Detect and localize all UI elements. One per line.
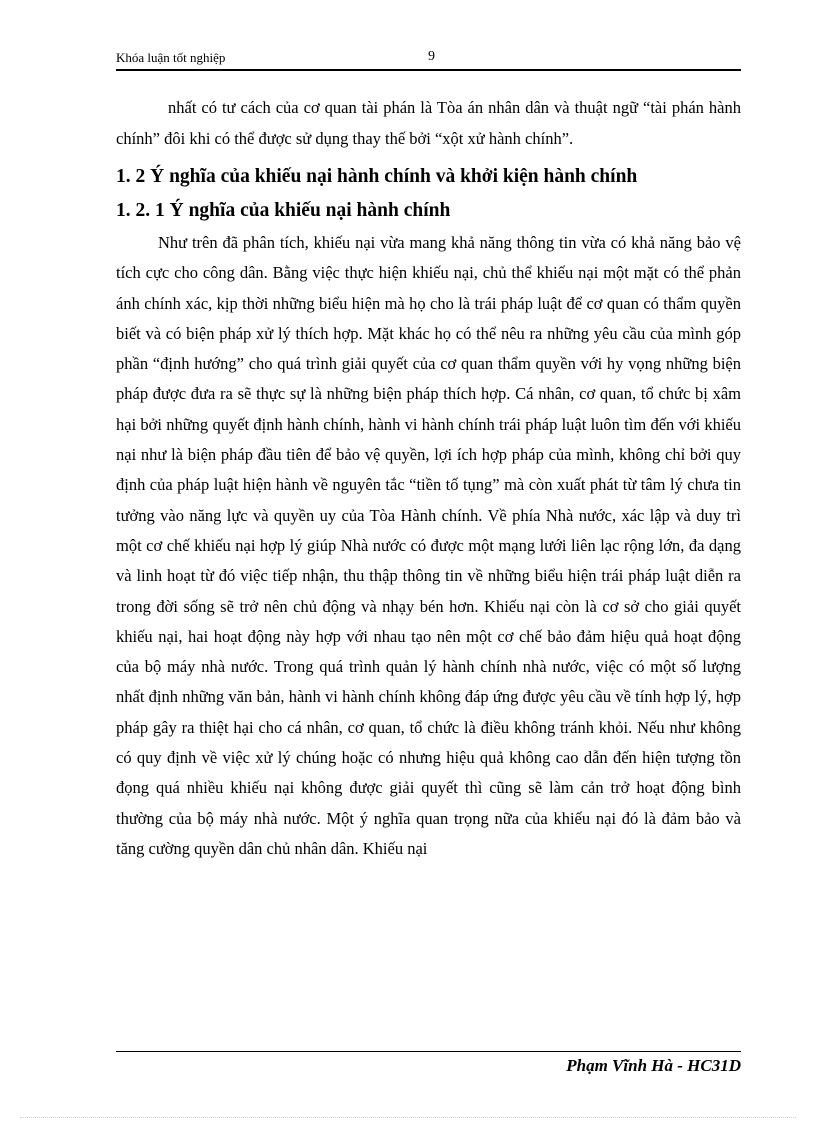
footer-author: Phạm Vĩnh Hà - HC31D (566, 1056, 741, 1075)
page-footer (116, 1051, 741, 1080)
page-edge-divider (20, 1117, 796, 1118)
header-title: Khóa luận tốt nghiệp (116, 50, 226, 65)
subsection-heading: 1. 2. 1 Ý nghĩa của khiếu nại hành chính (116, 200, 451, 221)
document-body (116, 92, 741, 864)
section-heading: 1. 2 Ý nghĩa của khiếu nại hành chính và khởi kiện hành chính (116, 166, 638, 187)
body-paragraph: Như trên đã phân tích, khiếu nại vừa mang khả năng thông tin vừa có khả năng bảo vệ tích cực cho công dân. Bằng việc thực hiện khiếu nại, chủ thể khiếu nại một mặt có thể phản ánh chính xác, kịp thời những biểu hiện mà họ cho là trái pháp luật để cơ quan có thẩm quyền biết và có biện pháp xử lý thích hợp. Mặt khác họ có thể nêu ra những yêu cầu của mình góp phần “định hướng” cho quá trình giải quyết của cơ quan thẩm quyền với hy vọng những biện pháp được đưa ra sẽ thực sự là những biện pháp thích hợp. Cá nhân, cơ quan, tổ chức bị xâm hại bởi những quyết định hành chính, hành vi hành chính trái pháp luật luôn tìm đến với khiếu nại như là biện pháp đầu tiên để bảo vệ quyền, lợi ích hợp pháp của mình, không chỉ bởi quy định của pháp luật hiện hành về nguyên tắc “tiền tố tụng” mà còn xuất phát từ tâm lý chưa tin tưởng vào năng lực và quyền uy của Tòa Hành chính. Về phía Nhà nước, xác lập và duy trì một cơ chế khiếu nại hợp lý giúp Nhà nước có được một mạng lưới liên lạc rộng lớn, đa dạng và linh hoạt từ đó việc tiếp nhận, thu thập thông tin về những biểu hiện trái pháp luật diễn ra trong đời sống sẽ trở nên chủ động và nhạy bén hơn. Khiếu nại còn là cơ sở cho giải quyết khiếu nại, hai hoạt động này hợp với nhau tạo nên một cơ chế bảo đảm hiệu quả hoạt động của bộ máy nhà nước. Trong quá trình quản lý hành chính nhà nước, việc có một số lượng nhất định những văn bản, hành vi hành chính không đáp ứng được yêu cầu về tính hợp lý, hợp pháp gây ra thiệt hại cho cá nhân, cơ quan, tổ chức là điều không tránh khỏi. Nếu như không có quy định về việc xử lý chúng hoặc có nhưng hiệu quả không cao dẫn đến hiện tượng tồn đọng quá nhiều khiếu nại không được giải quyết thì cũng sẽ làm cản trở hoạt động bình thường của bộ máy nhà nước. Một ý nghĩa quan trọng nữa của khiếu nại đó là đảm bảo và tăng cường quyền dân chủ nhân dân. Khiếu nại (116, 233, 741, 858)
page-header (116, 49, 741, 71)
page-number: 9 (428, 49, 435, 64)
continuation-paragraph: nhất có tư cách của cơ quan tài phán là Tòa án nhân dân và thuật ngữ “tài phán hành chính” đôi khi có thể được sử dụng thay thế bởi “xột xử hành chính”. (116, 98, 741, 148)
